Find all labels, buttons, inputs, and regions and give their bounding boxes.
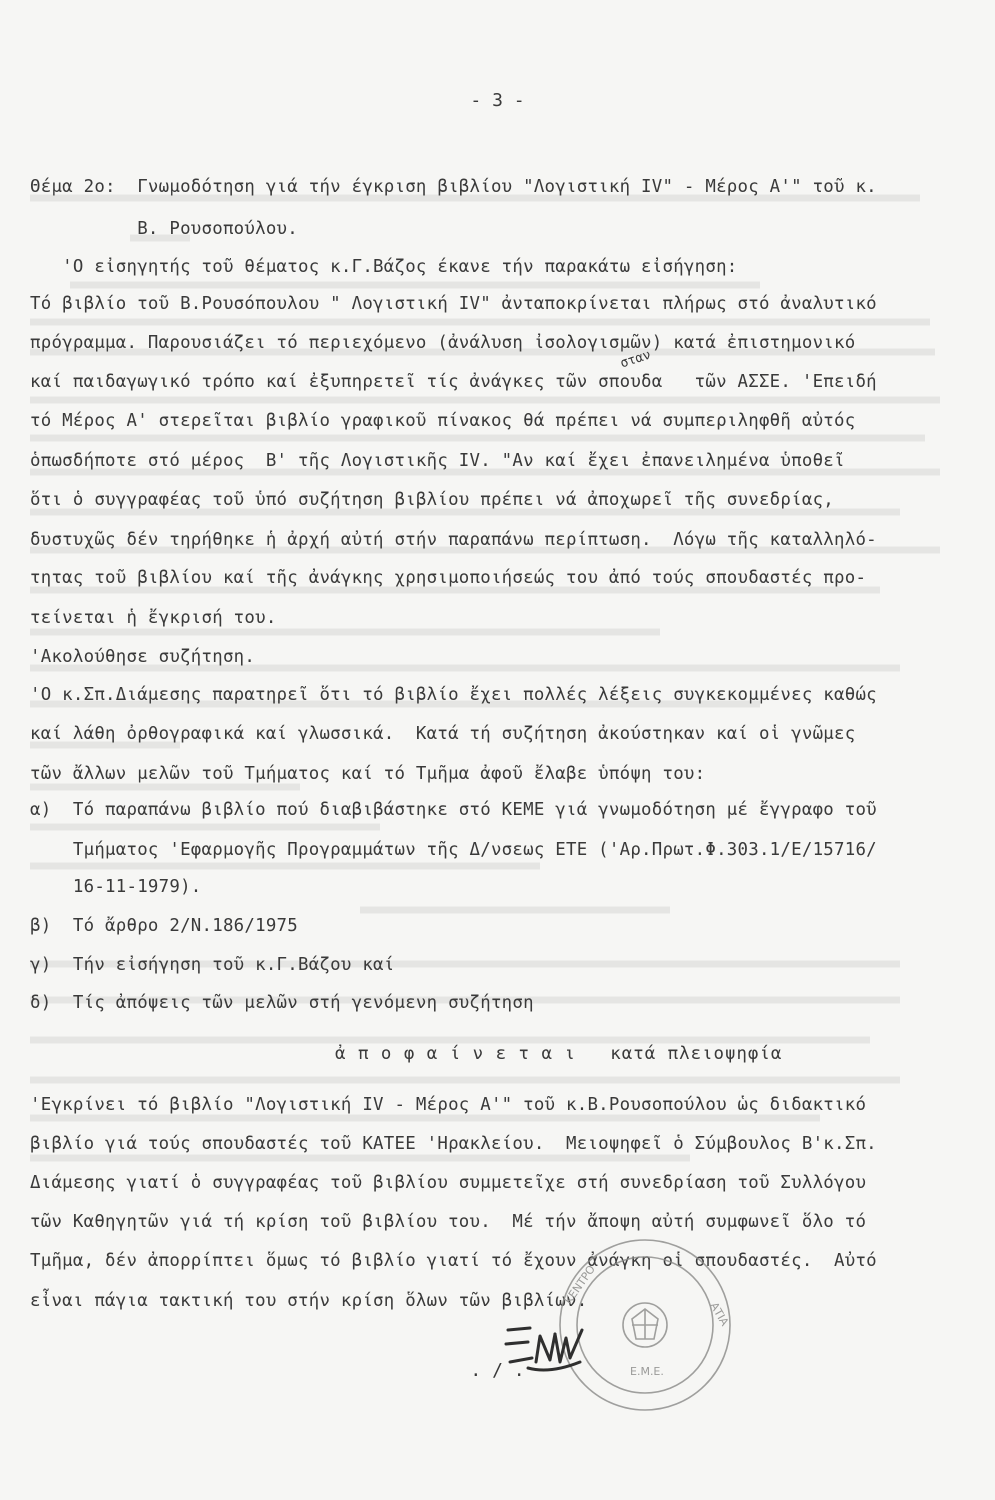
list-item-a-continued: Τμήματος 'Εφαρμογῆς Προγραμμάτων τῆς Δ/νσεως ΕΤΕ ('Αρ.Πρωτ.Φ.303.1/Ε/15716/ <box>30 840 877 860</box>
body-line: 'Ο κ.Σπ.Διάμεσης παρατηρεῖ ὅτι τό βιβλίο ἔχει πολλές λέξεις συγκεκομμένες καθώς <box>30 685 877 705</box>
body-line: τείνεται ἡ ἔγκρισή του. <box>30 608 277 628</box>
body-line: καί λάθη ὀρθογραφικά καί γλωσσικά. Κατά τή συζήτηση ἀκούστηκαν καί οἱ γνῶμες <box>30 724 856 744</box>
body-line: ὁπωσδήποτε στό μέρος Β' τῆς Λογιστικῆς IV. "Αν καί ἔχει ἐπανειλημένα ὑποθεῖ <box>30 451 845 471</box>
list-item-b: β) Τό ἄρθρο 2/Ν.186/1975 <box>30 916 299 936</box>
decision-heading <box>335 1043 782 1065</box>
svg-text:ΚΕΝΤΡΟ: ΚΕΝΤΡΟ <box>561 1262 598 1307</box>
decision-line: εἶναι πάγια τακτική του στήν κρίση ὅλων τῶν βιβλίων. <box>30 1291 588 1311</box>
list-item-a-continued: 16-11-1979). <box>30 877 202 897</box>
body-line: τό Μέρος Α' στερεῖται βιβλίο γραφικοῦ πίνακος θά πρέπει νά συμπεριληφθῆ αὐτός <box>30 411 856 431</box>
handwritten-insertion: σταν <box>618 347 653 372</box>
svg-text:ΑΤΙΑ: ΑΤΙΑ <box>707 1300 732 1329</box>
decision-heading-spaced: ἀ π ο φ α ί ν ε τ α ι <box>335 1044 576 1064</box>
discussion-line: 'Ακολούθησε συζήτηση. <box>30 647 256 667</box>
body-line: τητας τοῦ βιβλίου καί τῆς ἀνάγκης χρησιμοποιήσεώς του ἀπό τούς σπουδαστές προ- <box>30 568 867 588</box>
decision-line: Τμῆμα, δέν ἀπορρίπτει ὅμως τό βιβλίο γιατί τό ἔχουν ἀνάγκη οἱ σπουδαστές. Αὐτό <box>30 1251 877 1271</box>
decision-line: 'Εγκρίνει τό βιβλίο "Λογιστική IV - Μέρος Α'" τοῦ κ.Β.Ρουσοπούλου ὡς διδακτικό <box>30 1095 867 1115</box>
body-line: Τό βιβλίο τοῦ Β.Ρουσόπουλου " Λογιστική IV" ἀνταποκρίνεται πλήρως στό ἀναλυτικό <box>30 294 877 314</box>
decision-heading-rest: κατά πλειοψηφία <box>610 1044 783 1064</box>
decision-line: βιβλίο γιά τούς σπουδαστές τοῦ ΚΑΤΕΕ 'Ηρακλείου. Μειοψηφεῖ ὁ Σύμβουλος Β'κ.Σπ. <box>30 1134 877 1154</box>
body-line: ὅτι ὁ συγγραφέας τοῦ ὑπό συζήτηση βιβλίου πρέπει νά ἀποχωρεῖ τῆς συνεδρίας, <box>30 490 835 510</box>
decision-line: τῶν Καθηγητῶν γιά τή κρίση τοῦ βιβλίου του. Μέ τήν ἄποψη αὐτή συμφωνεῖ ὅλο τό <box>30 1212 867 1232</box>
body-line: τῶν ἄλλων μελῶν τοῦ Τμήματος καί τό Τμῆμα ἀφοῦ ἔλαβε ὑπόψη του: <box>30 764 706 784</box>
page-number: - 3 - <box>470 90 525 111</box>
subject-line: Θέμα 2ο: Γνωμοδότηση γιά τήν έγκριση βιβλίου "Λογιστική IV" - Μέρος Α'" τοῦ κ. <box>30 177 877 197</box>
body-line: πρόγραμμα. Παρουσιάζει τό περιεχόμενο (ἀνάλυση ἰσολογισμῶν) κατά ἐπιστημονικό <box>30 333 856 353</box>
body-line: καί παιδαγωγικό τρόπο καί ἐξυπηρετεῖ τίς ἀνάγκες τῶν σπουδα τῶν ΑΣΣΕ. 'Επειδή <box>30 372 877 392</box>
list-item-a: α) Τό παραπάνω βιβλίο πού διαβιβάστηκε στό ΚΕΜΕ γιά γνωμοδότηση μέ ἔγγραφο τοῦ <box>30 800 877 820</box>
rapporteur-intro: 'Ο εἰσηγητής τοῦ θέματος κ.Γ.Βάζος έκανε τήν παρακάτω εἰσήγηση: <box>30 257 738 277</box>
list-item-c: γ) Τήν εἰσήγηση τοῦ κ.Γ.Βάζου καί <box>30 955 395 975</box>
list-item-d: δ) Τίς ἀπόψεις τῶν μελῶν στή γενόμενη συζήτηση <box>30 993 534 1013</box>
continuation-mark: . / . <box>470 1360 525 1381</box>
body-line: δυστυχῶς δέν τηρήθηκε ἡ ἀρχή αὐτή στήν παραπάνω περίπτωση. Λόγω τῆς καταλληλό- <box>30 530 877 550</box>
decision-line: Διάμεσης γιατί ὁ συγγραφέας τοῦ βιβλίου συμμετεῖχε στή συνεδρίαση τοῦ Συλλόγου <box>30 1173 867 1193</box>
subject-line-continued: Β. Ρουσοπούλου. <box>30 219 299 239</box>
svg-text:Ε.Μ.Ε.: Ε.Μ.Ε. <box>630 1365 664 1378</box>
